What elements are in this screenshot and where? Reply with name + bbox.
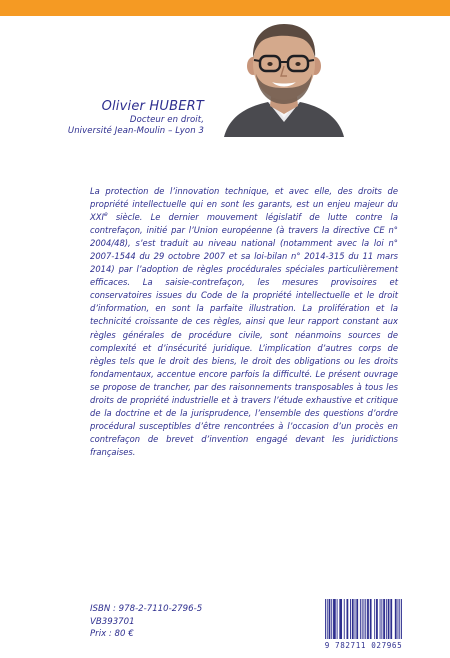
barcode-bar	[352, 599, 354, 639]
barcode-bar	[333, 599, 336, 639]
barcode-bar	[337, 599, 338, 639]
summary-part-1: La protection de l’innovation technique, et avec elle, des droits de propriété intellectuelle qui en sont les garants, est un enjeu majeur du XXI	[90, 186, 398, 223]
summary-part-2: siècle. Le dernier mouvement législatif de lutte contre la contrefaçon, initié par l’Union européenne (à travers la directive CE n° 2004/48), s’est traduit au niveau national (notamment avec la loi n° 2007-1544 du 29 octobre 2007 et sa loi-bilan n° 2014-315 du 11 mars 2014) par l’adoption de règles procédurales spéciales particulièrement efficaces. La saisie-contrefaçon, les mesures provisoires et conservatoires issues du Code de la propriété intellectuelle et le droit d’information, en sont la parfaite illustration. La prolifération et la technicité croissante de ces règles, ainsi que leur rapport constant aux règles générales de procédure civile, sont néanmoins sources de complexité et d’insécurité juridique. L’implication d’autres corps de règles tels que le droit des biens, le droit des obligations ou les droits fondamentaux, accentue encore parfois la difficulté. Le présent ouvrage se propose de trancher, par des raisonnements transposables à tous les droits de propriété industrielle et à travers l’étude exhaustive et critique de la doctrine et de la jurisprudence, l’ensemble des questions d’ordre procédural susceptibles d’être rencontrées à l’occasion d’un procès en contrefaçon de brevet d’invention engagé devant les juridictions françaises.	[90, 212, 398, 457]
barcode-bar	[331, 599, 332, 639]
barcode-bar	[376, 599, 378, 639]
author-title-line1: Docteur en droit,	[129, 115, 204, 125]
barcode-bar	[346, 599, 348, 639]
barcode-bar	[360, 599, 361, 639]
barcode-bar	[380, 599, 381, 639]
barcode-bar	[327, 599, 328, 639]
barcode-bar	[390, 599, 392, 639]
author-name: Olivier HUBERT	[101, 99, 204, 114]
barcode-bar	[362, 599, 363, 639]
barcode-bar	[370, 599, 372, 639]
barcode-bar	[383, 599, 385, 639]
barcode-bar	[399, 599, 400, 639]
barcode-bar	[364, 599, 365, 639]
barcode-bar	[398, 599, 399, 639]
barcode-bar	[344, 599, 345, 639]
barcode-bar	[381, 599, 382, 639]
barcode-bar	[365, 599, 366, 639]
price-text: Prix : 80 €	[90, 629, 134, 639]
barcode-bar	[386, 599, 387, 639]
barcode-bar	[374, 599, 375, 639]
author-title-line2: Université Jean-Moulin – Lyon 3	[67, 126, 204, 136]
century-superscript: e	[103, 211, 108, 219]
author-photo	[216, 18, 352, 137]
barcode-bar	[329, 599, 331, 639]
isbn-text: ISBN : 978-2-7110-2796-5	[90, 604, 203, 614]
barcode-bar	[395, 599, 397, 639]
publication-info	[90, 603, 202, 641]
barcode-bar	[356, 599, 358, 639]
barcode-bar	[388, 599, 390, 639]
barcode-bar	[355, 599, 356, 639]
barcode-bar	[401, 599, 402, 639]
barcode-bar	[339, 599, 342, 639]
reference-code: VB393701	[90, 616, 135, 627]
ean13-barcode-icon	[321, 597, 406, 641]
barcode-bar	[350, 599, 351, 639]
barcode-bar	[325, 599, 326, 639]
author-info	[4, 99, 204, 137]
barcode-digits: 9 782711 027965	[324, 641, 403, 650]
back-cover-summary	[90, 185, 398, 459]
top-accent-bar	[0, 0, 450, 16]
barcode	[321, 597, 406, 651]
barcode-bar	[367, 599, 369, 639]
